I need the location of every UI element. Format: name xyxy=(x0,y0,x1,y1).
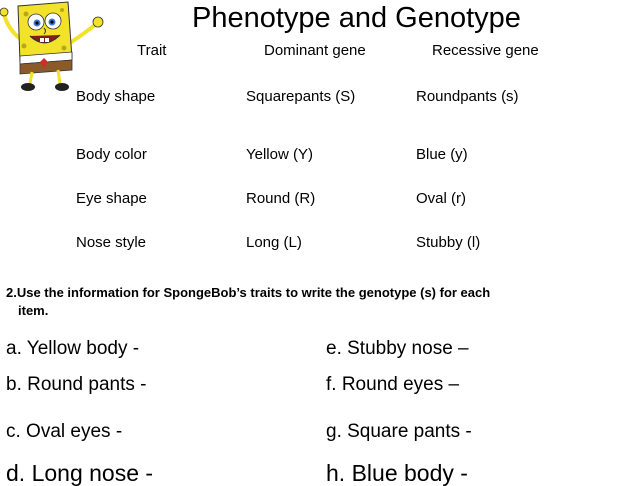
page-title: Phenotype and Genotype xyxy=(192,2,521,34)
item-e: e. Stubby nose – xyxy=(326,338,469,359)
trait-cell: Eye shape xyxy=(76,190,147,207)
trait-cell: Nose style xyxy=(76,234,147,251)
recessive-cell: Oval (r) xyxy=(416,190,466,207)
item-f: f. Round eyes – xyxy=(326,374,460,395)
question-line-1: 2.Use the information for SpongeBob’s traits to write the genotype (s) for each xyxy=(6,285,491,300)
question-text xyxy=(6,284,616,320)
header-trait: Trait xyxy=(137,42,167,59)
header-recessive-gene: Recessive gene xyxy=(432,42,539,59)
item-a: a. Yellow body - xyxy=(6,338,140,359)
dominant-cell: Yellow (Y) xyxy=(246,146,313,163)
spongebob-illustration xyxy=(0,0,118,92)
item-d: d. Long nose - xyxy=(6,460,154,486)
trait-cell: Body shape xyxy=(76,88,156,105)
recessive-cell: Blue (y) xyxy=(416,146,468,163)
item-g: g. Square pants - xyxy=(326,421,472,442)
item-b: b. Round pants - xyxy=(6,374,147,395)
dominant-cell: Round (R) xyxy=(246,190,316,207)
dominant-cell: Squarepants (S) xyxy=(246,88,356,105)
header-dominant-gene: Dominant gene xyxy=(264,42,366,59)
question-line-2: item. xyxy=(18,303,49,318)
dominant-cell: Long (L) xyxy=(246,234,302,251)
item-c: c. Oval eyes - xyxy=(6,421,123,442)
recessive-cell: Roundpants (s) xyxy=(416,88,519,105)
item-h: h. Blue body - xyxy=(326,460,468,486)
recessive-cell: Stubby (l) xyxy=(416,234,481,251)
trait-cell: Body color xyxy=(76,146,147,163)
